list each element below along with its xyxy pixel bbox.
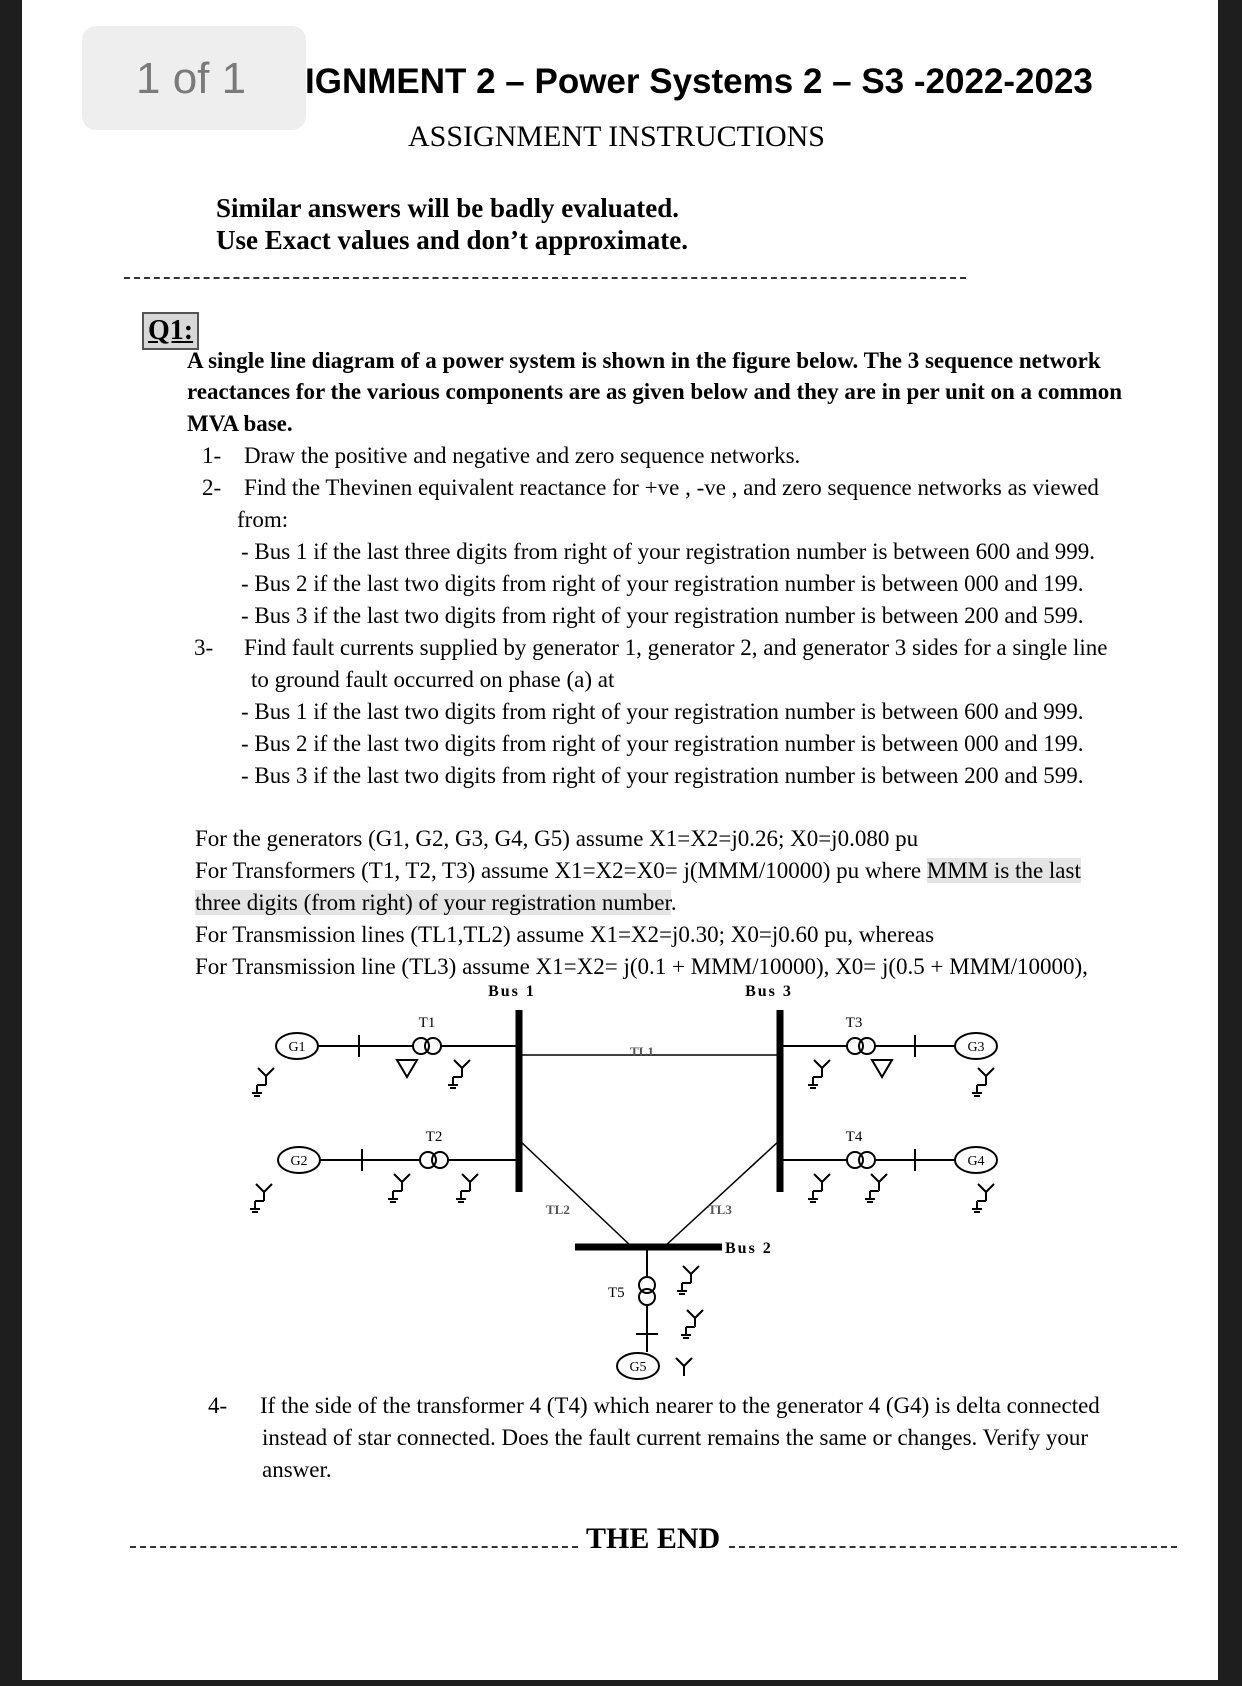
t3-grounded-star (808, 1060, 830, 1088)
bus1-label: Bus 1 (488, 983, 536, 1000)
g4-branch (780, 1129, 997, 1212)
t3-delta-winding (872, 1060, 892, 1077)
param-tl3: For Transmission line (TL3) assume X1=X2= j(0.1 + MMM/10000), X0= j(0.5 + MMM/10000), (195, 954, 1088, 979)
t2-symbol (420, 1152, 448, 1168)
g3-grounded-star (972, 1068, 994, 1096)
t5-grounded-star-bottom (681, 1310, 703, 1338)
g2-label: G2 (290, 1154, 308, 1169)
tl2-line (519, 1140, 632, 1247)
t5-label: T5 (608, 1285, 625, 1301)
bus2-label: Bus 2 (725, 1240, 773, 1257)
g3-branch (780, 1015, 997, 1096)
item-3-option-bus1: - Bus 1 if the last two digits from right of your registration number is between 600 and 999. (241, 699, 1084, 724)
item-4-number: 4- (208, 1393, 228, 1418)
single-line-diagram (22, 0, 1218, 1500)
param-transformers-text: For Transformers (T1, T2, T3) assume X1=X2=X0= j(MMM/10000) pu where (195, 858, 927, 883)
g4-label: G4 (967, 1154, 985, 1169)
t5-grounded-star-top (677, 1266, 699, 1294)
page-indicator-text: 1 of 1 (136, 54, 247, 103)
g1-label: G1 (288, 1040, 306, 1055)
item-2-number: 2- (202, 475, 222, 500)
t3-label: T3 (845, 1015, 863, 1031)
param-transformers-period: . (670, 890, 677, 915)
tl2-label: TL2 (546, 1202, 570, 1217)
document-title: IGNMENT 2 – Power Systems 2 – S3 -2022-2023 (305, 62, 1093, 101)
t1-delta-winding (397, 1060, 417, 1077)
param-tl1-tl2: For Transmission lines (TL1,TL2) assume X1=X2=j0.30; X0=j0.60 pu, whereas (195, 922, 935, 947)
param-transformers-highlight: MMM is the last (926, 858, 1081, 883)
separator-bottom-right (729, 1546, 1177, 1548)
document-page (22, 0, 1218, 1680)
t4-label: T4 (845, 1129, 863, 1145)
item-2-option-bus2: - Bus 2 if the last two digits from right of your registration number is between 000 and 199. (241, 571, 1084, 596)
item-4-line-2: instead of star connected. Does the fault current remains the same or changes. Verify your (262, 1425, 1089, 1450)
intro-line-2: reactances for the various components are as given below and they are in per unit on a common (187, 379, 1123, 404)
item-3-option-bus2: - Bus 2 if the last two digits from right of your registration number is between 000 and 199. (241, 731, 1084, 756)
end-marker: THE END (586, 1522, 721, 1555)
g2-branch (250, 1129, 519, 1212)
t4-grounded-star-left (808, 1174, 830, 1202)
item-2-text-cont: from: (237, 507, 289, 532)
t1-label: T1 (418, 1015, 436, 1031)
item-3-number: 3- (194, 635, 214, 660)
g1-grounded-star (252, 1068, 274, 1096)
g4-grounded-star (972, 1184, 994, 1212)
g5-branch (608, 1247, 703, 1379)
item-3-text: Find fault currents supplied by generator 1, generator 2, and generator 3 sides for a single line (244, 635, 1108, 660)
item-3-text-cont: to ground fault occurred on phase (a) at (251, 667, 615, 692)
item-1-number: 1- (202, 443, 222, 468)
intro-line-3: MVA base. (187, 411, 293, 436)
t1-grounded-star (448, 1060, 470, 1088)
item-2-text: Find the Thevinen equivalent reactance for +ve , -ve , and zero sequence networks as viewed (244, 475, 1099, 500)
item-4-line-3: answer. (262, 1457, 332, 1482)
t4-symbol (847, 1152, 875, 1168)
t2-grounded-star-left (388, 1174, 410, 1202)
instructions-heading: ASSIGNMENT INSTRUCTIONS (408, 120, 825, 153)
tl1-label: TL1 (630, 1044, 654, 1059)
tl3-label: TL3 (708, 1202, 732, 1217)
g5-label: G5 (629, 1360, 647, 1375)
t2-label: T2 (425, 1129, 443, 1145)
item-2-option-bus3: - Bus 3 if the last two digits from right of your registration number is between 200 and 599. (241, 603, 1084, 628)
note-exact-values: Use Exact values and don’t approximate. (216, 225, 689, 255)
t1-symbol (413, 1038, 441, 1054)
item-3-option-bus3: - Bus 3 if the last two digits from right of your registration number is between 200 and 599. (241, 763, 1084, 788)
g2-grounded-star (250, 1184, 272, 1212)
g5-star (676, 1358, 692, 1376)
separator-bottom-left (130, 1546, 578, 1548)
tl3-line (664, 1140, 780, 1247)
bus3-label: Bus 3 (745, 983, 793, 1000)
t2-grounded-star-right (456, 1174, 478, 1202)
t3-symbol (847, 1038, 875, 1054)
item-2-option-bus1: - Bus 1 if the last three digits from right of your registration number is between 600 and 999. (241, 539, 1096, 564)
t4-grounded-star-right (865, 1174, 887, 1202)
item-1-text: Draw the positive and negative and zero sequence networks. (244, 443, 801, 468)
g1-branch (252, 1015, 519, 1096)
note-similar-answers: Similar answers will be badly evaluated. (216, 193, 680, 223)
g3-label: G3 (967, 1040, 985, 1055)
param-generators: For the generators (G1, G2, G3, G4, G5) assume X1=X2=j0.26; X0=j0.080 pu (195, 826, 919, 851)
question-label: Q1: (142, 312, 199, 350)
intro-line-1: A single line diagram of a power system is shown in the figure below. The 3 sequence network (187, 348, 1101, 373)
item-4-line-1: If the side of the transformer 4 (T4) which nearer to the generator 4 (G4) is delta connected (260, 1393, 1100, 1418)
param-transformers-highlight-cont: three digits (from right) of your registration number (195, 890, 671, 915)
